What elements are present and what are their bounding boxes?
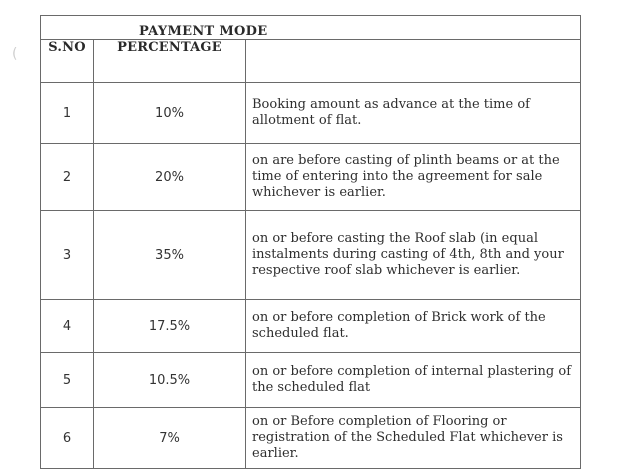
table-row (41, 144, 581, 211)
row-percentage: 10% (94, 83, 246, 144)
header-sno: S.NO (41, 40, 94, 83)
row-percentage: 17.5% (94, 300, 246, 353)
row-description: on or before completion of Brick work of the scheduled flat. (246, 300, 581, 353)
row-description: on or before completion of internal plastering of the scheduled flat (246, 353, 581, 408)
row-sno: 2 (41, 144, 94, 211)
row-description: on or before casting the Roof slab (in equal instalments during casting of 4th, 8th and your respective roof slab whichever is earlier. (246, 211, 581, 300)
table-title-spacer (41, 16, 94, 40)
row-sno: 4 (41, 300, 94, 353)
row-percentage: 10.5% (94, 353, 246, 408)
table-row (41, 300, 581, 353)
payment-mode-table (40, 15, 581, 469)
table-title-row (41, 16, 581, 40)
header-description (246, 40, 581, 83)
table-header-row (41, 40, 581, 83)
header-percentage: PERCENTAGE (94, 40, 246, 83)
row-percentage: 20% (94, 144, 246, 211)
row-sno: 1 (41, 83, 94, 144)
table-row (41, 408, 581, 469)
table-row (41, 211, 581, 300)
table-title: PAYMENT MODE (94, 16, 581, 40)
row-percentage: 7% (94, 408, 246, 469)
row-sno: 6 (41, 408, 94, 469)
table-row (41, 353, 581, 408)
row-percentage: 35% (94, 211, 246, 300)
scan-mark: ( (12, 46, 18, 62)
table-row (41, 83, 581, 144)
row-description: on are before casting of plinth beams or at the time of entering into the agreement for sale whichever is earlier. (246, 144, 581, 211)
row-sno: 3 (41, 211, 94, 300)
row-sno: 5 (41, 353, 94, 408)
row-description: on or Before completion of Flooring or registration of the Scheduled Flat whichever is earlier. (246, 408, 581, 469)
row-description: Booking amount as advance at the time of allotment of flat. (246, 83, 581, 144)
